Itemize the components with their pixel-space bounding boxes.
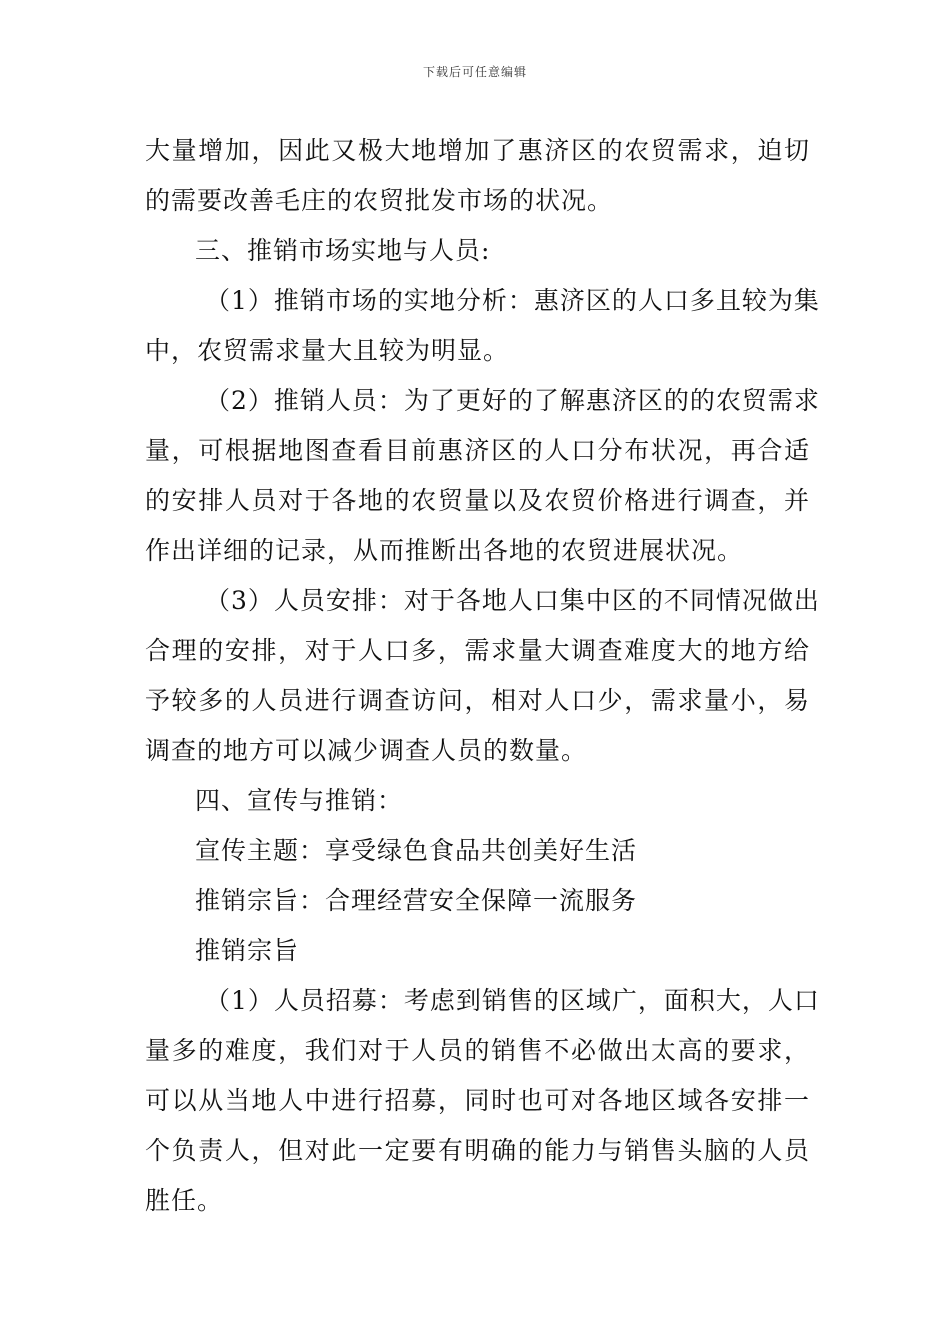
text-line: （1）人员招募：考虑到销售的区域广，面积大，人口	[205, 986, 820, 1015]
text-line: （3）人员安排：对于各地人口集中区的不同情况做出	[205, 586, 820, 615]
text-line: （2）推销人员：为了更好的了解惠济区的的农贸需求	[205, 386, 820, 415]
text-line: 调查的地方可以减少调查人员的数量。	[145, 736, 588, 765]
text-line: （1）推销市场的实地分析：惠济区的人口多且较为集	[205, 286, 820, 315]
text-line: 推销宗旨	[195, 936, 300, 965]
text-line: 个负责人，但对此一定要有明确的能力与销售头脑的人员	[145, 1136, 810, 1165]
text-line: 可以从当地人中进行招募，同时也可对各地区域各安排一	[145, 1086, 810, 1115]
text-line: 的安排人员对于各地的农贸量以及农贸价格进行调查，并	[145, 486, 810, 515]
text-line: 中，农贸需求量大且较为明显。	[145, 336, 510, 365]
text-line: 合理的安排，对于人口多，需求量大调查难度大的地方给	[145, 636, 810, 665]
text-line: 宣传主题：享受绿色食品共创美好生活	[195, 836, 638, 865]
text-line: 量多的难度，我们对于人员的销售不必做出太高的要求，	[145, 1036, 810, 1065]
text-line: 胜任。	[145, 1186, 224, 1215]
text-line: 推销宗旨：合理经营安全保障一流服务	[195, 886, 638, 915]
text-line: 三、推销市场实地与人员:	[195, 236, 491, 265]
document-body	[145, 126, 820, 1226]
text-line: 大量增加，因此又极大地增加了惠济区的农贸需求，迫切	[145, 136, 810, 165]
text-line: 予较多的人员进行调查访问，相对人口少，需求量小，易	[145, 686, 810, 715]
text-line: 四、宣传与推销：	[195, 786, 404, 815]
text-line: 作出详细的记录，从而推断出各地的农贸进展状况。	[145, 536, 744, 565]
page-header: 下载后可任意编辑	[422, 65, 527, 79]
text-line: 量，可根据地图查看目前惠济区的人口分布状况，再合适	[145, 436, 810, 465]
text-line: 的需要改善毛庄的农贸批发市场的状况。	[145, 186, 614, 215]
